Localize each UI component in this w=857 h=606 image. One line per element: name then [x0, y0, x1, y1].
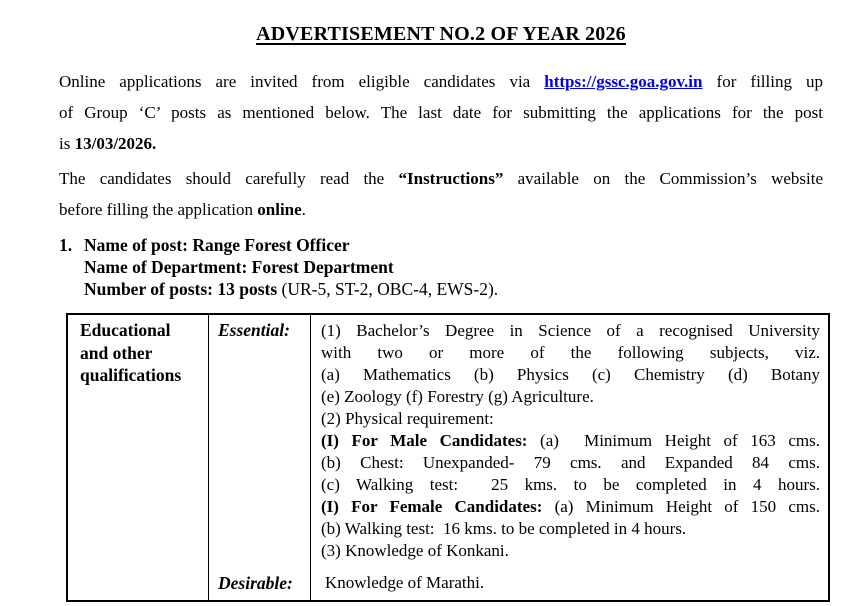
- post-line: [84, 256, 823, 278]
- desirable-content: Knowledge of Marathi.: [325, 573, 485, 592]
- qualification-table: [66, 313, 830, 602]
- text-segment: Name of post: Range Forest Officer: [84, 235, 350, 255]
- text-segment: 13/03/2026.: [74, 134, 157, 153]
- essential-content: [311, 315, 828, 566]
- intro-line: [59, 128, 823, 159]
- post-detail-lines: [84, 234, 823, 300]
- intro-line: [59, 66, 823, 97]
- instructions-paragraph: [59, 163, 823, 225]
- text-segment: (b) Walking test: 16 kms. to be completed in 4 hours.: [321, 519, 687, 538]
- qualification-line: [321, 386, 820, 408]
- text-segment: Name of Department: Forest Department: [84, 257, 394, 277]
- text-segment: (I) For Male Candidates:: [321, 431, 541, 450]
- text-segment: (1) Bachelor’s Degree in Science of a recognised University: [321, 321, 820, 340]
- instructions-line: [59, 163, 823, 194]
- qualification-line: [321, 364, 820, 386]
- text-segment: available on the Commission’s website: [503, 169, 824, 188]
- text-segment: (UR-5, ST-2, OBC-4, EWS-2).: [277, 279, 499, 299]
- qualification-line: [321, 518, 820, 540]
- qualification-line: [321, 496, 820, 518]
- intro-line: [59, 97, 823, 128]
- text-segment: (2) Physical requirement:: [321, 409, 494, 428]
- text-segment: before filling the application: [59, 200, 258, 219]
- text-segment: for filling up: [702, 72, 823, 91]
- desirable-label: Desirable:: [209, 566, 311, 600]
- qualification-line: [321, 452, 820, 474]
- post-line: [84, 278, 823, 300]
- text-segment: Number of posts: 13 posts: [84, 279, 278, 299]
- text-segment: is: [59, 134, 75, 153]
- intro-paragraph: [59, 66, 823, 159]
- qualification-line: [321, 342, 820, 364]
- text-segment: (e) Zoology (f) Forestry (g) Agriculture.: [321, 387, 594, 406]
- text-segment: (a) Minimum Height of 150 cms.: [554, 497, 820, 516]
- text-segment: online: [257, 200, 302, 219]
- text-segment: of Group ‘C’ posts as mentioned below. The last date for submitting the applications for the post: [59, 103, 823, 122]
- post-number: 1.: [59, 235, 73, 255]
- essential-label: Essential:: [209, 315, 311, 566]
- text-segment: .: [301, 200, 306, 219]
- text-segment: The candidates should carefully read the: [59, 169, 399, 188]
- instructions-line: [59, 194, 823, 225]
- qualification-line: [321, 430, 820, 452]
- text-segment: Online applications are invited from eligible candidates via: [59, 72, 545, 91]
- post-details: [59, 234, 823, 300]
- text-segment: (a) Mathematics (b) Physics (c) Chemistry (d) Botany: [321, 365, 820, 384]
- gssc-website-link[interactable]: https://gssc.goa.gov.in: [544, 72, 703, 91]
- table-row-header: Educational and other qualifications: [68, 315, 209, 600]
- text-segment: (3) Knowledge of Konkani.: [321, 541, 509, 560]
- text-segment: “Instructions”: [398, 169, 504, 188]
- text-segment: (c) Walking test: 25 kms. to be completed in 4 hours.: [321, 475, 820, 494]
- qualification-line: [321, 320, 820, 342]
- post-line: [84, 234, 823, 256]
- text-segment: with two or more of the following subjects, viz.: [321, 343, 820, 362]
- text-segment: (I) For Female Candidates:: [321, 497, 555, 516]
- qualification-line: [321, 540, 820, 562]
- qualification-line: [321, 474, 820, 496]
- qualification-line: [321, 408, 820, 430]
- text-segment: (b) Chest: Unexpanded- 79 cms. and Expanded 84 cms.: [321, 453, 820, 472]
- text-segment: (a) Minimum Height of 163 cms.: [540, 431, 820, 450]
- page-title: ADVERTISEMENT NO.2 OF YEAR 2026: [256, 23, 626, 45]
